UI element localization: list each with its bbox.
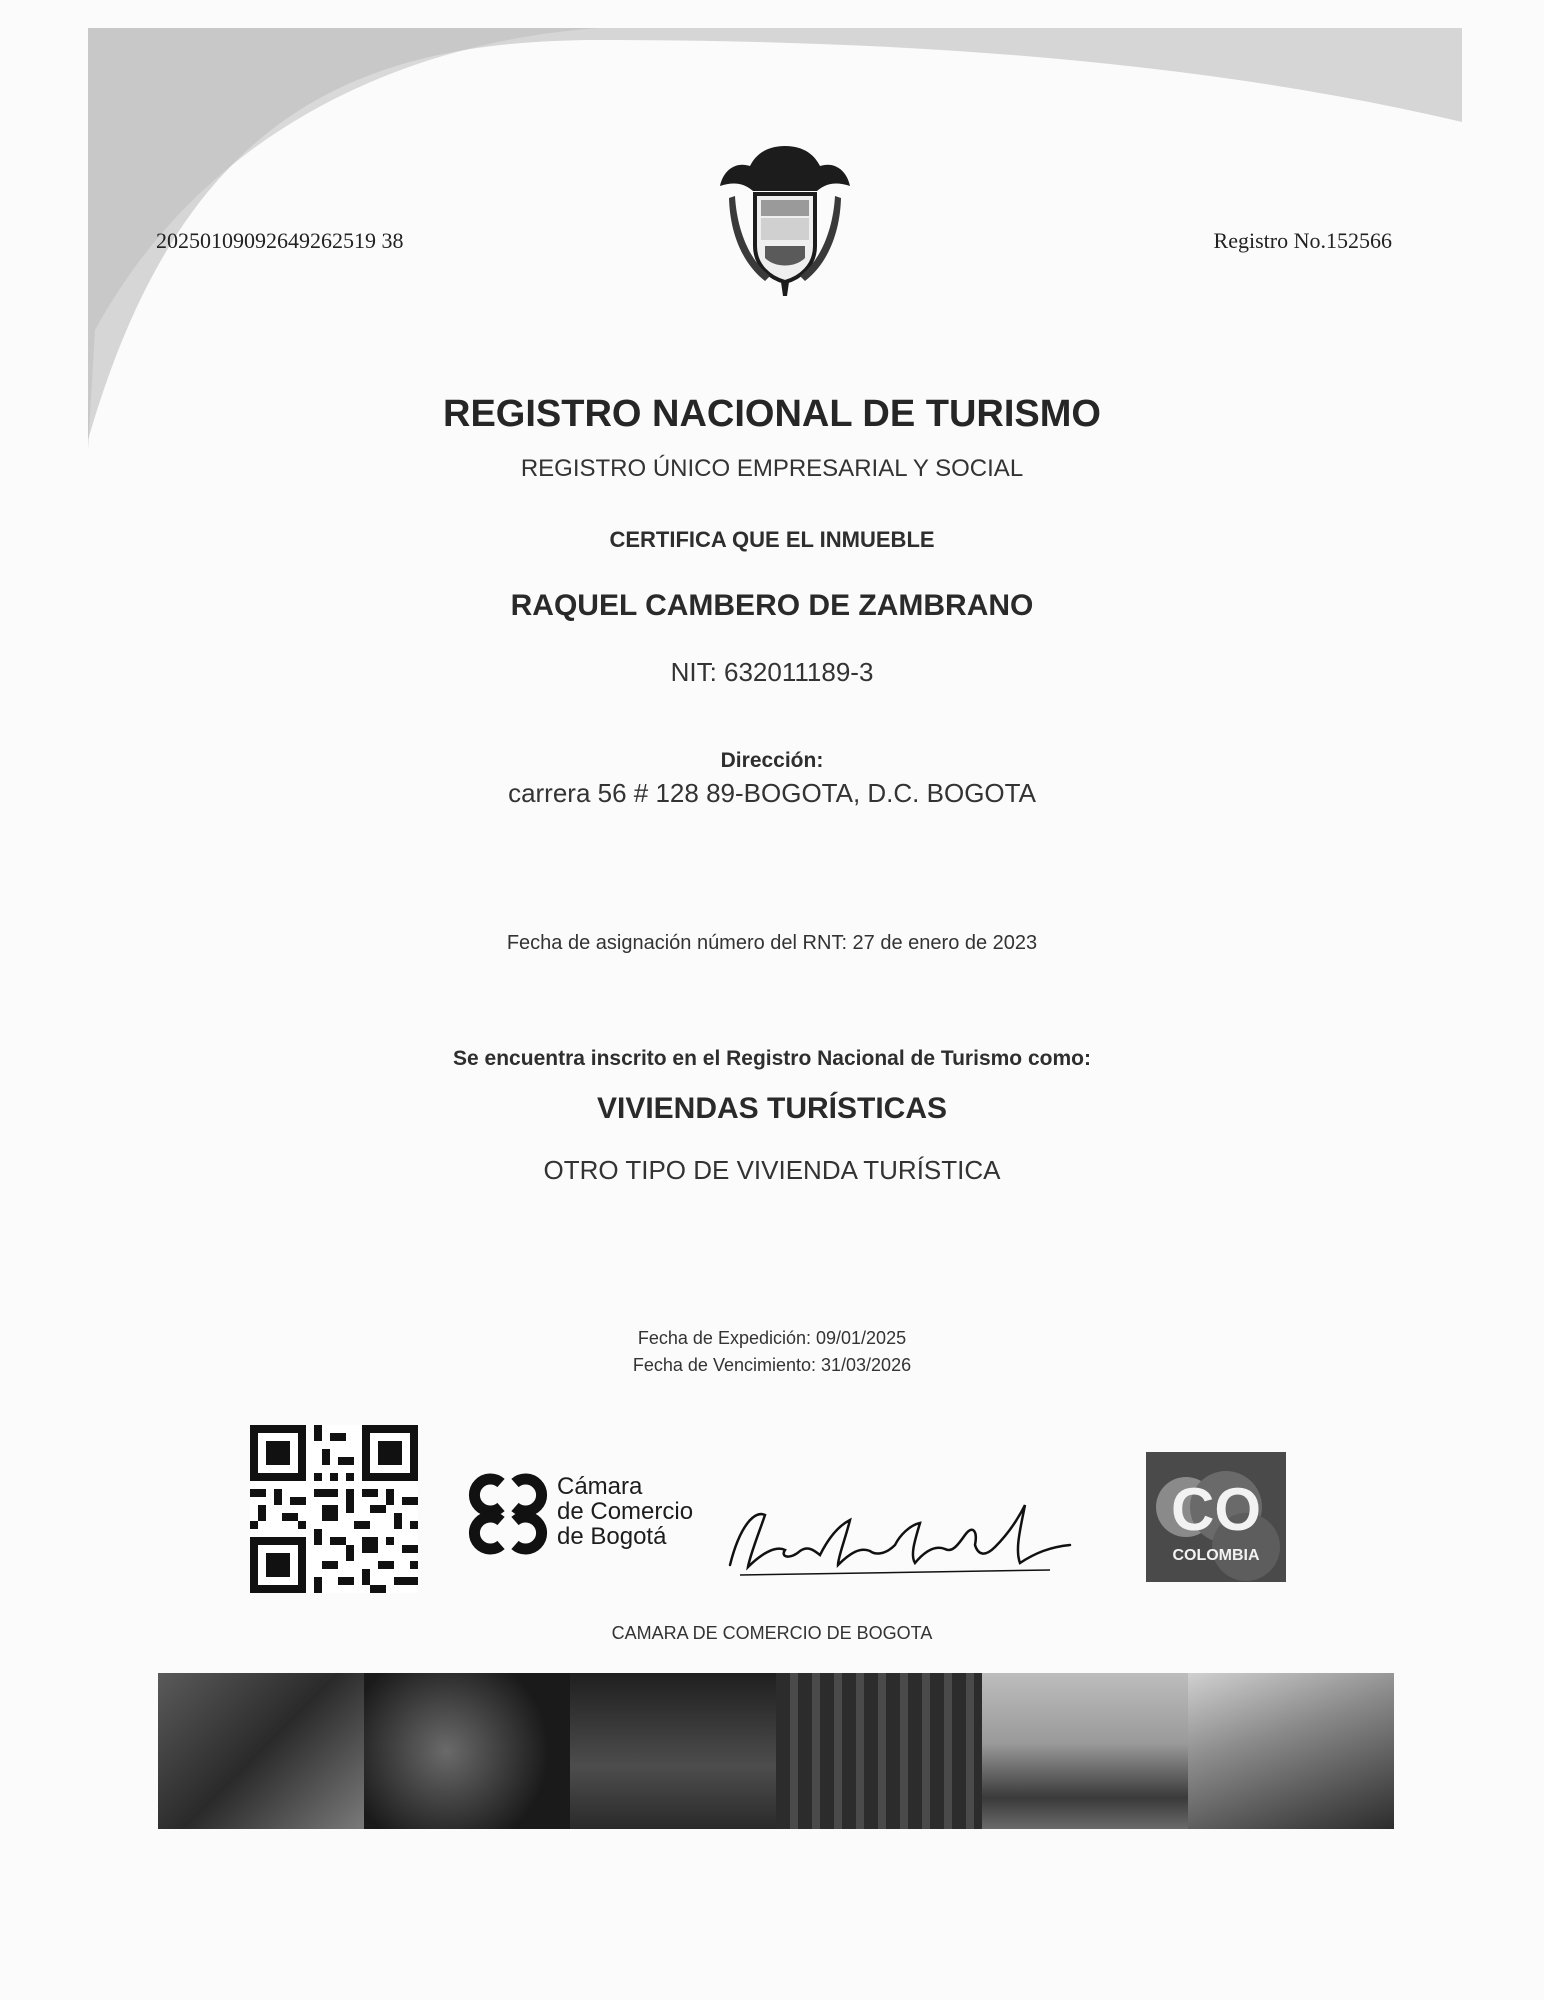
banner-photo-2	[364, 1673, 570, 1829]
document-code: 20250109092649262519 38	[156, 228, 404, 253]
fecha-asignacion: Fecha de asignación número del RNT: 27 de enero de 2023	[506, 932, 1038, 954]
nit-number: NIT: 632011189-3	[670, 657, 874, 687]
co-text: CO	[1171, 1476, 1261, 1543]
categoria: VIVIENDAS TURÍSTICAS	[596, 1092, 948, 1125]
direccion-label: Dirección:	[720, 749, 824, 772]
camara-comercio-logo-icon	[463, 1473, 553, 1555]
camara-line-2: de Comercio	[557, 1498, 694, 1525]
colombia-text: COLOMBIA	[1172, 1547, 1260, 1564]
page-title: REGISTRO NACIONAL DE TURISMO	[443, 393, 1101, 435]
banner-photo-4	[776, 1673, 982, 1829]
colombia-brand-logo-icon	[1146, 1452, 1286, 1582]
certifica-heading: CERTIFICA QUE EL INMUEBLE	[609, 527, 935, 552]
subtitle: REGISTRO ÚNICO EMPRESARIAL Y SOCIAL	[520, 455, 1024, 482]
qr-code[interactable]	[250, 1425, 418, 1593]
banner-photo-5	[982, 1673, 1188, 1829]
banner-photo-6	[1188, 1673, 1394, 1829]
subcategoria: OTRO TIPO DE VIVIENDA TURÍSTICA	[543, 1155, 1001, 1185]
signature-image	[720, 1485, 1080, 1585]
photo-banner	[158, 1673, 1394, 1829]
banner-photo-1	[158, 1673, 364, 1829]
owner-name: RAQUEL CAMBERO DE ZAMBRANO	[510, 589, 1034, 622]
camara-line-1: Cámara	[557, 1473, 643, 1500]
direccion-value: carrera 56 # 128 89-BOGOTA, D.C. BOGOTA	[508, 778, 1036, 808]
camara-comercio-name	[557, 1474, 693, 1549]
camara-line-3: de Bogotá	[557, 1523, 667, 1550]
inscrito-text: Se encuentra inscrito en el Registro Nacional de Turismo como:	[453, 1047, 1091, 1070]
fecha-vencimiento: Fecha de Vencimiento: 31/03/2026	[632, 1355, 912, 1375]
footer-camara-label: CAMARA DE COMERCIO DE BOGOTA	[611, 1623, 933, 1643]
registro-number: Registro No.152566	[1213, 228, 1392, 253]
banner-photo-3	[570, 1673, 776, 1829]
coat-of-arms-icon	[715, 136, 855, 296]
fecha-expedicion: Fecha de Expedición: 09/01/2025	[637, 1328, 907, 1348]
